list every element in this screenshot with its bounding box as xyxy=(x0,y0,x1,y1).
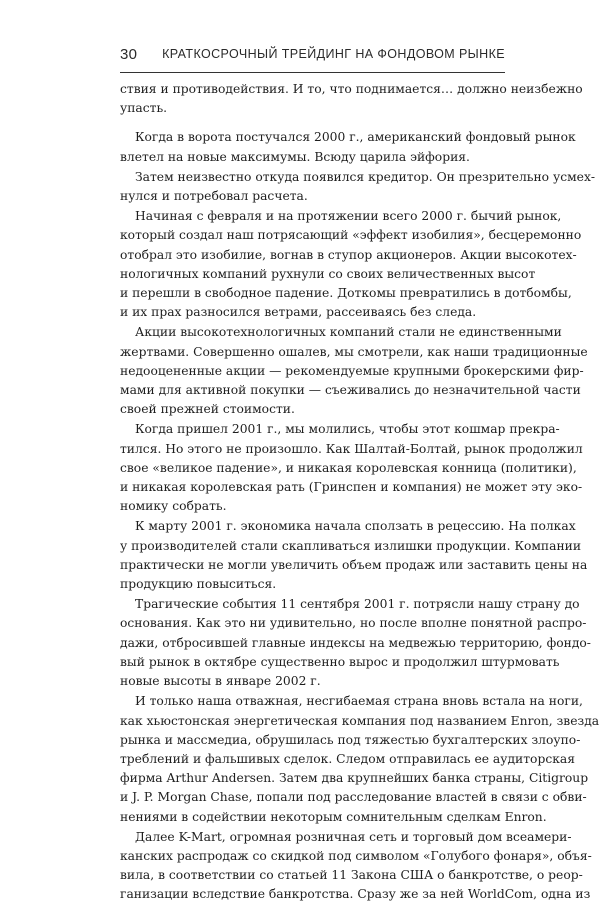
text-line: жертвами. Совершенно ошалев, мы смотрели, как наши традиционные xyxy=(120,344,588,359)
text-line: номику собрать. xyxy=(120,499,227,514)
text-line: нологичных компаний рухнули со своих величественных высот xyxy=(120,266,536,281)
paragraph xyxy=(120,517,588,594)
text-line: И только наша отважная, несгибаемая страна вновь встала на ноги, xyxy=(135,694,583,709)
text-line: практически не могли увеличить объем продаж или заставить цены на xyxy=(120,557,588,572)
text-line: Далее K-Mart, огромная розничная сеть и торговый дом всеамери- xyxy=(135,829,572,844)
text-line: и их прах разносился ветрами, рассеиваясь без следа. xyxy=(120,305,477,320)
text-line: продукцию повыситься. xyxy=(120,577,277,592)
text-line: и J. P. Morgan Chase, попали под расследование властей в связи с обви- xyxy=(120,790,587,805)
text-line: своей прежней стоимости. xyxy=(120,402,295,417)
text-line: упасть. xyxy=(120,101,168,116)
paragraph xyxy=(120,692,600,826)
text-line: мами для активной покупки — съеживались до незначительной части xyxy=(120,383,581,398)
paragraph xyxy=(120,128,576,166)
text-line: и перешли в свободное падение. Доткомы превратились в дотбомбы, xyxy=(120,286,572,301)
text-line: Трагические события 11 сентября 2001 г. потрясли нашу страну до xyxy=(135,597,580,612)
paragraph xyxy=(120,420,583,516)
text-line: отобрал это изобилие, вогнав в ступор акционеров. Акции высокотех- xyxy=(120,247,577,262)
paragraph-gap xyxy=(120,118,505,128)
header-rule xyxy=(120,72,505,73)
text-line: влетел на новые максимумы. Всюду царила эйфория. xyxy=(120,149,470,164)
text-line: ствия и противодействия. И то, что поднимается… должно неизбежно xyxy=(120,82,583,96)
paragraph xyxy=(120,207,582,322)
text-line: свое «великое падение», и никакая королевская конница (политики), xyxy=(120,460,577,475)
paragraph xyxy=(120,828,592,905)
text-line: ганизации вследствие банкротства. Сразу же за ней WorldCom, одна из xyxy=(120,887,591,902)
text-line: у производителей стали скапливаться излишки продукции. Компании xyxy=(120,538,582,553)
text-line: Когда пришел 2001 г., мы молились, чтобы этот кошмар прекра- xyxy=(135,422,560,437)
text-line: который создал наш потрясающий «эффект изобилия», бесцеремонно xyxy=(120,228,582,243)
paragraph xyxy=(120,595,591,691)
text-line: Начиная с февраля и на протяжении всего 2000 г. бычий рынок, xyxy=(135,209,562,224)
text-line: Акции высокотехнологичных компаний стали не единственными xyxy=(135,325,562,340)
text-line: Когда в ворота постучался 2000 г., американский фондовый рынок xyxy=(135,130,576,145)
body-text xyxy=(120,80,600,905)
text-line: фирма Arthur Andersen. Затем два крупнейших банка страны, Citigroup xyxy=(120,771,589,786)
text-line: Затем неизвестно откуда появился кредитор. Он презрительно усмех- xyxy=(135,169,596,184)
paragraph xyxy=(120,323,588,419)
text-line: тился. Но этого не произошло. Как Шалтай-Болтай, рынок продолжил xyxy=(120,441,583,456)
text-line: треблений и фальшивых сделок. Следом отправилась ее аудиторская xyxy=(120,751,575,766)
text-line: и никакая королевская рать (Гринспен и компания) не может эту эко- xyxy=(120,480,583,495)
text-line: дажи, отбросившей главные индексы на медвежью территорию, фондо- xyxy=(120,635,591,650)
text-line: К марту 2001 г. экономика начала сползать в рецессию. На полках xyxy=(135,519,576,534)
text-line: вый рынок в октябре существенно вырос и продолжил штурмовать xyxy=(120,654,560,669)
paragraph xyxy=(120,80,583,118)
text-line: недооцененные акции — рекомендуемые крупными брокерскими фир- xyxy=(120,363,584,378)
text-line: основания. Как это ни удивительно, но после вполне понятной распро- xyxy=(120,616,587,631)
text-line: нулся и потребовал расчета. xyxy=(120,189,308,204)
paragraph xyxy=(120,168,596,206)
page-number: 30 xyxy=(120,46,138,63)
text-line: канских распродаж со скидкой под символом «Голубого фонаря», объя- xyxy=(120,848,592,863)
page-header xyxy=(120,44,505,72)
text-line: новые высоты в январе 2002 г. xyxy=(120,674,321,689)
text-line: нениями в содействии некоторым сомнительным сделкам Enron. xyxy=(120,809,547,824)
text-line: как хьюстонская энергетическая компания под названием Enron, звезда xyxy=(120,713,600,728)
running-title: КРАТКОСРОЧНЫЙ ТРЕЙДИНГ НА ФОНДОВОМ РЫНКЕ xyxy=(162,47,505,61)
text-line: рынка и массмедиа, обрушилась под тяжестью бухгалтерских злоупо- xyxy=(120,732,581,747)
text-line: вила, в соответствии со статьей 11 Закона США о банкротстве, о реор- xyxy=(120,868,583,883)
